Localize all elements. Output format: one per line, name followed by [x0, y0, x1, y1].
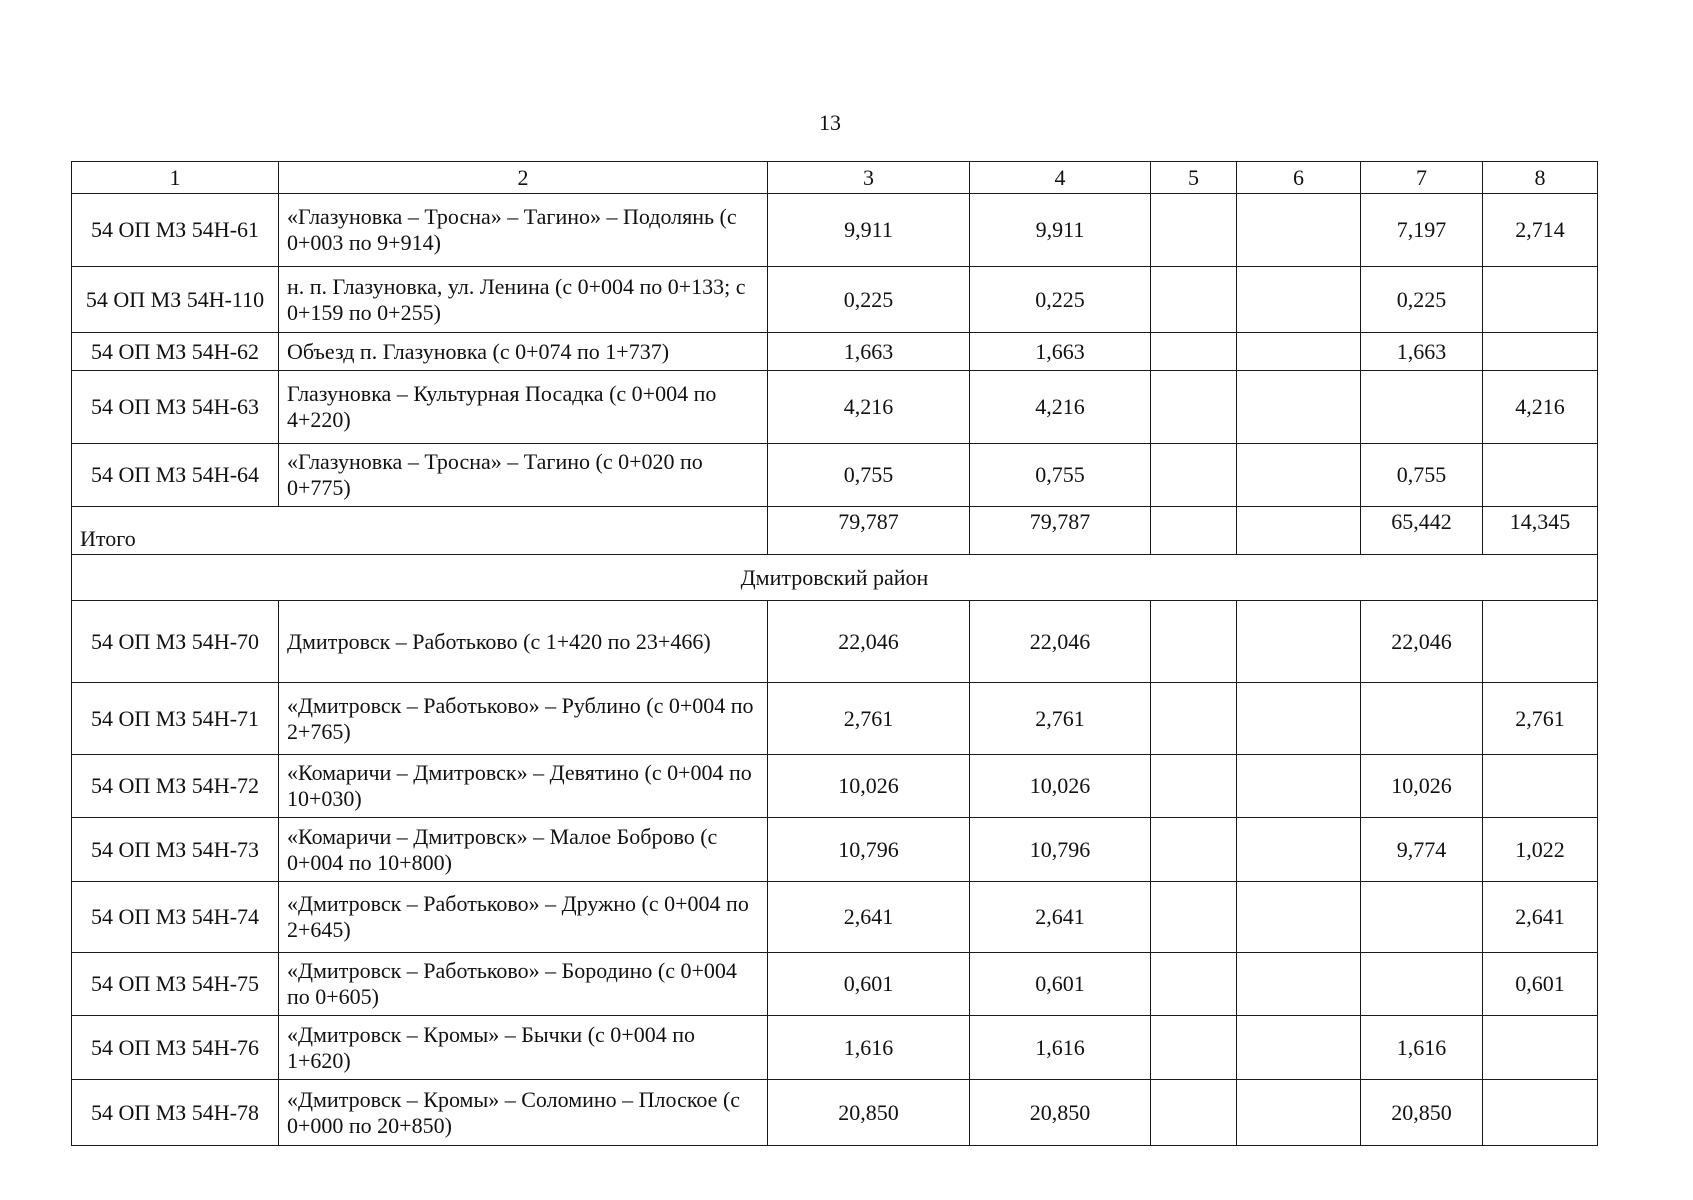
cell-col8: 2,714: [1483, 194, 1598, 267]
road-name: «Комаричи – Дмитровск» – Девятино (с 0+004 по 10+030): [279, 755, 768, 818]
cell-col4: 0,601: [970, 953, 1151, 1016]
section-title: Дмитровский район: [72, 555, 1598, 601]
table-row: [72, 601, 1598, 683]
road-code: 54 ОП МЗ 54Н-70: [72, 601, 279, 683]
cell-col7: [1361, 953, 1483, 1016]
cell-col3: 10,026: [768, 755, 970, 818]
cell-col7: [1361, 683, 1483, 755]
cell-col5: [1151, 333, 1237, 371]
road-name: Объезд п. Глазуновка (с 0+074 по 1+737): [279, 333, 768, 371]
table-header-row: [72, 162, 1598, 194]
cell-col3: 4,216: [768, 371, 970, 444]
column-header: 1: [72, 162, 279, 194]
cell-col4: 22,046: [970, 601, 1151, 683]
cell-col4: 0,225: [970, 267, 1151, 333]
cell-col4: 1,663: [970, 333, 1151, 371]
cell-col8: [1483, 444, 1598, 507]
cell-col3: 1,616: [768, 1016, 970, 1080]
cell-col7: 20,850: [1361, 1080, 1483, 1146]
page-number: 13: [819, 110, 841, 135]
total-label: Итого: [72, 507, 768, 555]
cell-col6: [1237, 683, 1361, 755]
cell-col5: [1151, 818, 1237, 882]
table-row: [72, 683, 1598, 755]
road-code: 54 ОП МЗ 54Н-73: [72, 818, 279, 882]
table-row: [72, 1016, 1598, 1080]
cell-col4: 4,216: [970, 371, 1151, 444]
section-row: [72, 555, 1598, 601]
cell-col8: [1483, 601, 1598, 683]
cell-col7: 1,663: [1361, 333, 1483, 371]
cell-col5: [1151, 194, 1237, 267]
cell-col5: [1151, 882, 1237, 953]
cell-col3: 0,755: [768, 444, 970, 507]
table-row: [72, 882, 1598, 953]
cell-col3: 1,663: [768, 333, 970, 371]
cell-col6: [1237, 333, 1361, 371]
cell-col7: 9,774: [1361, 818, 1483, 882]
cell-col8: 2,761: [1483, 683, 1598, 755]
table-row: [72, 444, 1598, 507]
cell-col5: [1151, 1016, 1237, 1080]
cell-col8: [1483, 333, 1598, 371]
road-name: «Дмитровск – Кромы» – Бычки (с 0+004 по 1+620): [279, 1016, 768, 1080]
cell-col3: 2,761: [768, 683, 970, 755]
cell-col8: 1,022: [1483, 818, 1598, 882]
road-name: Глазуновка – Культурная Посадка (с 0+004 по 4+220): [279, 371, 768, 444]
column-header: 7: [1361, 162, 1483, 194]
cell-col7: 7,197: [1361, 194, 1483, 267]
cell-col8: [1483, 1080, 1598, 1146]
table-row: [72, 953, 1598, 1016]
cell-col3: 22,046: [768, 601, 970, 683]
road-code: 54 ОП МЗ 54Н-78: [72, 1080, 279, 1146]
table-row: [72, 755, 1598, 818]
total-col4: 79,787: [970, 507, 1151, 555]
column-header: 6: [1237, 162, 1361, 194]
road-code: 54 ОП МЗ 54Н-61: [72, 194, 279, 267]
cell-col3: 9,911: [768, 194, 970, 267]
total-col5: [1151, 507, 1237, 555]
cell-col5: [1151, 601, 1237, 683]
column-header: 2: [279, 162, 768, 194]
cell-col5: [1151, 953, 1237, 1016]
cell-col8: [1483, 755, 1598, 818]
road-code: 54 ОП МЗ 54Н-75: [72, 953, 279, 1016]
cell-col7: 1,616: [1361, 1016, 1483, 1080]
cell-col8: 2,641: [1483, 882, 1598, 953]
cell-col4: 2,761: [970, 683, 1151, 755]
cell-col7: 10,026: [1361, 755, 1483, 818]
cell-col6: [1237, 444, 1361, 507]
total-col6: [1237, 507, 1361, 555]
road-name: «Комаричи – Дмитровск» – Малое Боброво (с 0+004 по 10+800): [279, 818, 768, 882]
total-row: [72, 507, 1598, 555]
cell-col4: 1,616: [970, 1016, 1151, 1080]
table-row: [72, 333, 1598, 371]
cell-col8: 0,601: [1483, 953, 1598, 1016]
cell-col8: 4,216: [1483, 371, 1598, 444]
cell-col6: [1237, 755, 1361, 818]
road-name: «Глазуновка – Тросна» – Тагино» – Подолянь (с 0+003 по 9+914): [279, 194, 768, 267]
road-code: 54 ОП МЗ 54Н-110: [72, 267, 279, 333]
road-name: «Дмитровск – Работьково» – Дружно (с 0+004 по 2+645): [279, 882, 768, 953]
cell-col5: [1151, 371, 1237, 444]
cell-col7: 22,046: [1361, 601, 1483, 683]
cell-col4: 10,796: [970, 818, 1151, 882]
table-row: [72, 267, 1598, 333]
cell-col3: 10,796: [768, 818, 970, 882]
road-name: Дмитровск – Работьково (с 1+420 по 23+466): [279, 601, 768, 683]
cell-col4: 2,641: [970, 882, 1151, 953]
total-col3: 79,787: [768, 507, 970, 555]
cell-col3: 0,225: [768, 267, 970, 333]
road-name: н. п. Глазуновка, ул. Ленина (с 0+004 по 0+133; с 0+159 по 0+255): [279, 267, 768, 333]
cell-col7: [1361, 882, 1483, 953]
table-row: [72, 1080, 1598, 1146]
total-col7: 65,442: [1361, 507, 1483, 555]
table-row: [72, 371, 1598, 444]
cell-col6: [1237, 1016, 1361, 1080]
cell-col7: [1361, 371, 1483, 444]
cell-col5: [1151, 1080, 1237, 1146]
cell-col6: [1237, 818, 1361, 882]
table-row: [72, 818, 1598, 882]
road-code: 54 ОП МЗ 54Н-63: [72, 371, 279, 444]
cell-col8: [1483, 1016, 1598, 1080]
cell-col3: 0,601: [768, 953, 970, 1016]
cell-col4: 10,026: [970, 755, 1151, 818]
column-header: 8: [1483, 162, 1598, 194]
road-name: «Дмитровск – Работьково» – Бородино (с 0+004 по 0+605): [279, 953, 768, 1016]
cell-col4: 20,850: [970, 1080, 1151, 1146]
cell-col5: [1151, 444, 1237, 507]
road-name: «Дмитровск – Кромы» – Соломино – Плоское (с 0+000 по 20+850): [279, 1080, 768, 1146]
cell-col4: 0,755: [970, 444, 1151, 507]
cell-col5: [1151, 683, 1237, 755]
road-code: 54 ОП МЗ 54Н-64: [72, 444, 279, 507]
cell-col5: [1151, 755, 1237, 818]
road-name: «Глазуновка – Тросна» – Тагино (с 0+020 по 0+775): [279, 444, 768, 507]
cell-col3: 20,850: [768, 1080, 970, 1146]
cell-col6: [1237, 882, 1361, 953]
cell-col6: [1237, 1080, 1361, 1146]
cell-col6: [1237, 953, 1361, 1016]
cell-col7: 0,755: [1361, 444, 1483, 507]
cell-col7: 0,225: [1361, 267, 1483, 333]
table-row: [72, 194, 1598, 267]
cell-col5: [1151, 267, 1237, 333]
cell-col6: [1237, 267, 1361, 333]
cell-col3: 2,641: [768, 882, 970, 953]
road-code: 54 ОП МЗ 54Н-62: [72, 333, 279, 371]
column-header: 3: [768, 162, 970, 194]
column-header: 5: [1151, 162, 1237, 194]
total-col8: 14,345: [1483, 507, 1598, 555]
roads-table: [71, 161, 1598, 1146]
column-header: 4: [970, 162, 1151, 194]
road-code: 54 ОП МЗ 54Н-72: [72, 755, 279, 818]
cell-col6: [1237, 194, 1361, 267]
road-code: 54 ОП МЗ 54Н-71: [72, 683, 279, 755]
cell-col8: [1483, 267, 1598, 333]
road-name: «Дмитровск – Работьково» – Рублино (с 0+004 по 2+765): [279, 683, 768, 755]
cell-col6: [1237, 371, 1361, 444]
road-code: 54 ОП МЗ 54Н-74: [72, 882, 279, 953]
road-code: 54 ОП МЗ 54Н-76: [72, 1016, 279, 1080]
cell-col6: [1237, 601, 1361, 683]
cell-col4: 9,911: [970, 194, 1151, 267]
